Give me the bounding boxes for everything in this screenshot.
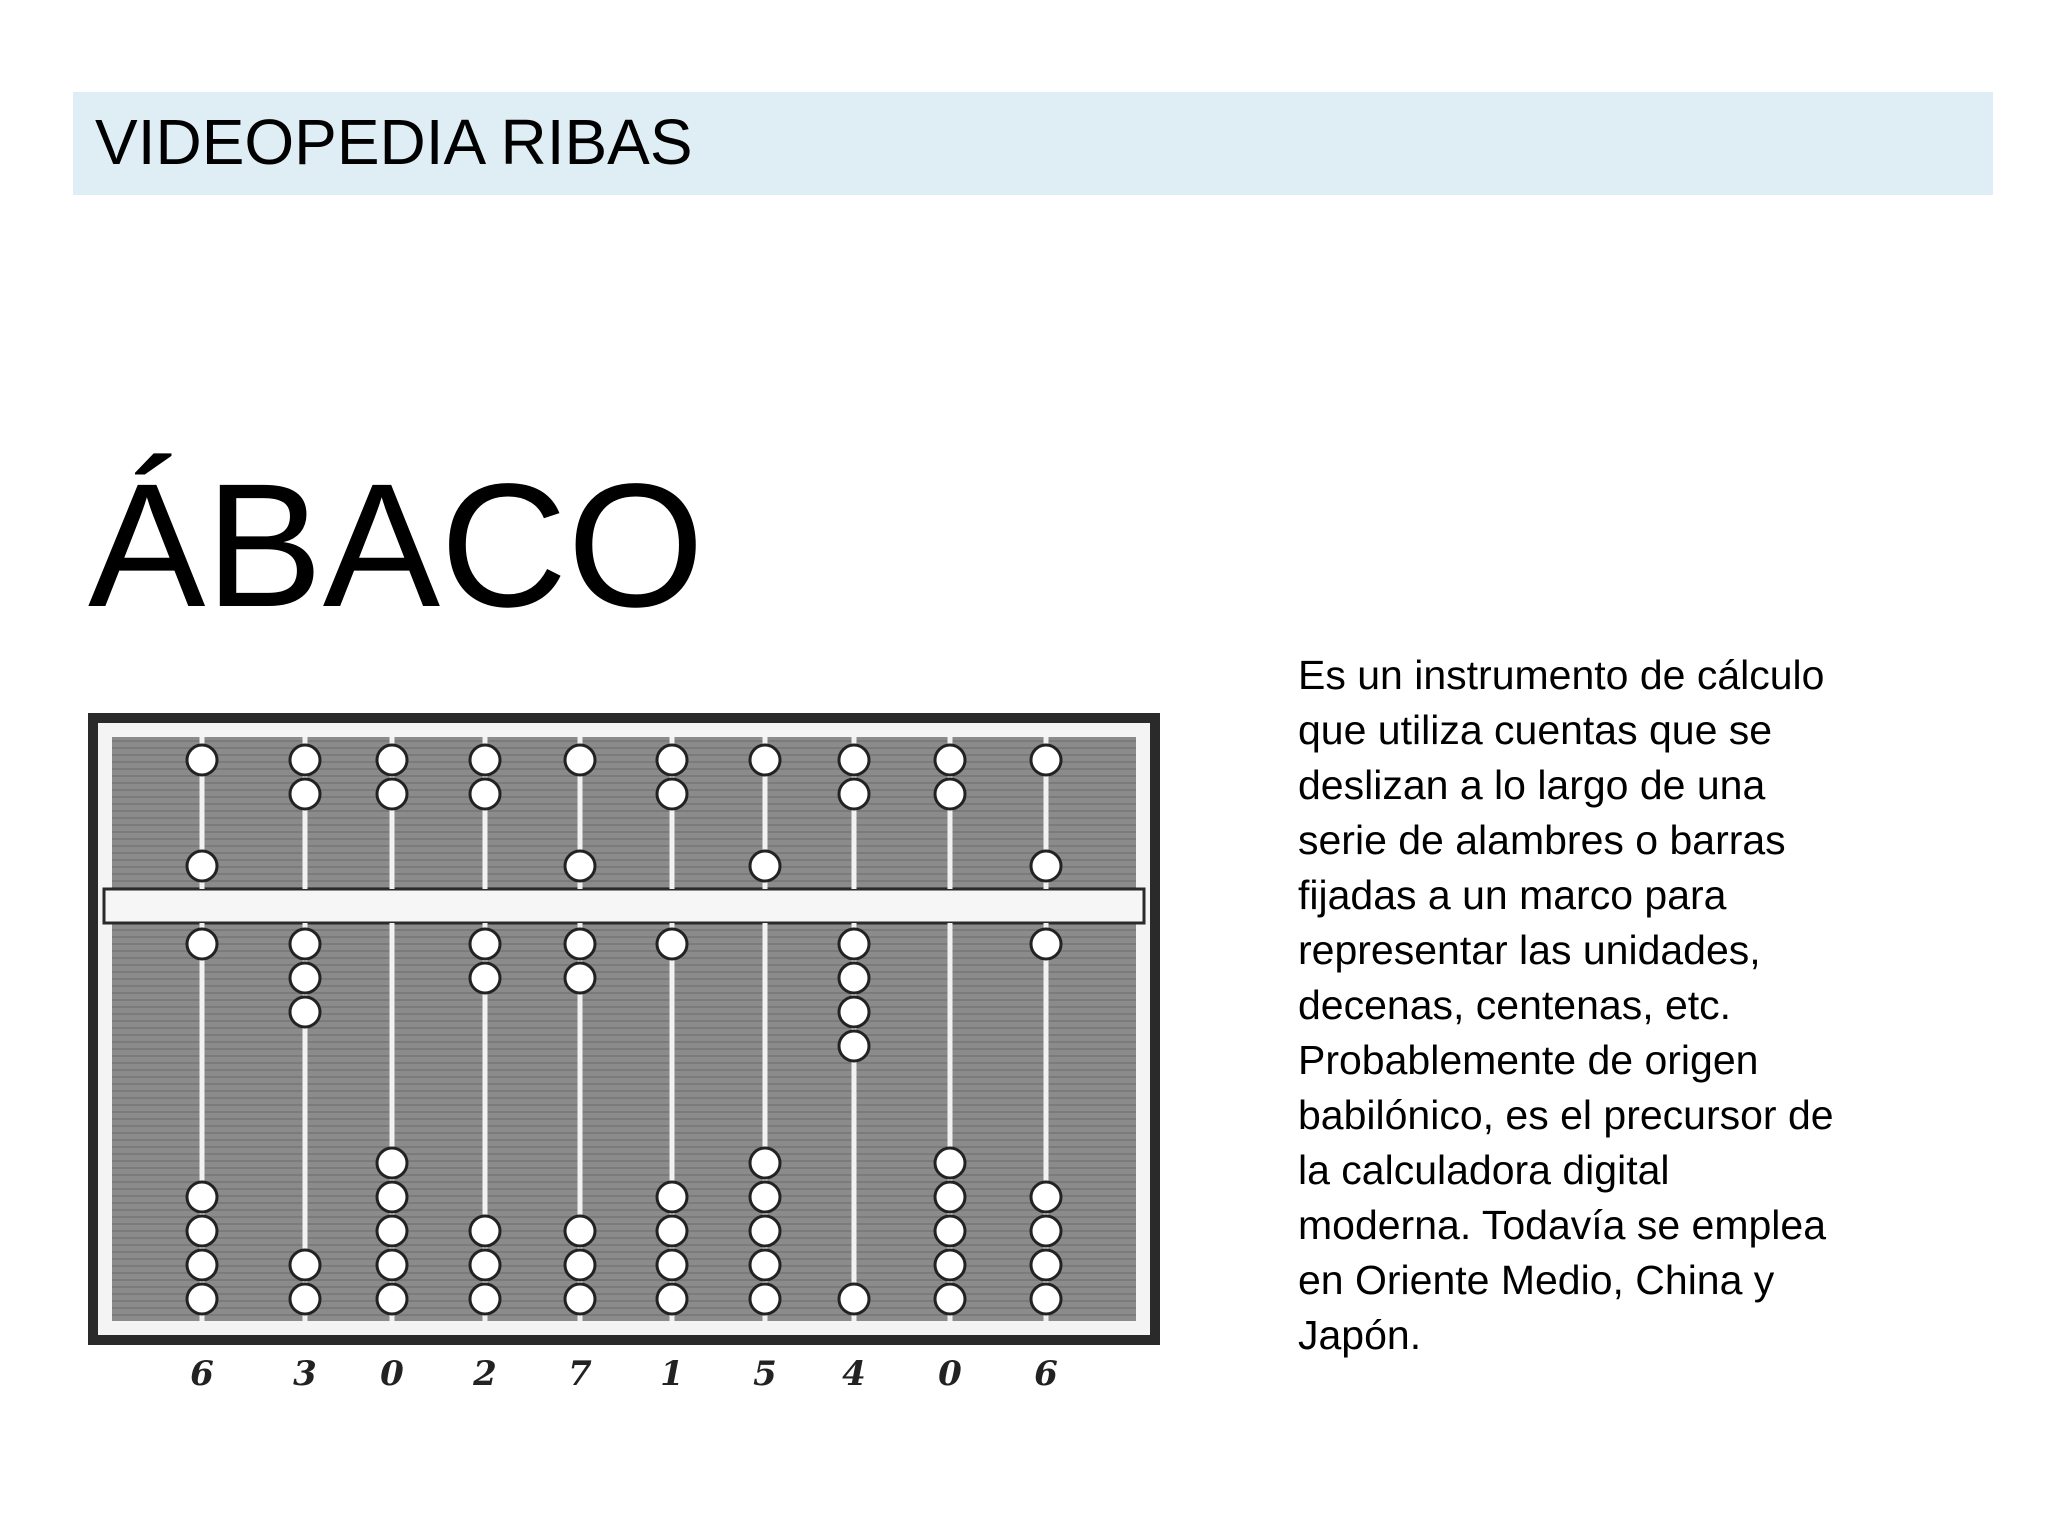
abacus-digit-label: 2 xyxy=(473,1354,497,1394)
abacus-bead xyxy=(470,1216,500,1246)
abacus-bead xyxy=(935,1284,965,1314)
abacus-bead xyxy=(935,1250,965,1280)
abacus-digit-label: 6 xyxy=(1034,1354,1058,1394)
abacus-bead xyxy=(657,1216,687,1246)
abacus-illustration xyxy=(82,705,1182,1405)
abacus-bead xyxy=(839,929,869,959)
abacus-bead xyxy=(187,1284,217,1314)
abacus-bead xyxy=(470,963,500,993)
abacus-bead xyxy=(187,1250,217,1280)
abacus-bead xyxy=(935,745,965,775)
abacus-bead xyxy=(1031,1182,1061,1212)
header-band xyxy=(73,92,1993,195)
abacus-bead xyxy=(187,745,217,775)
abacus-bead xyxy=(565,1250,595,1280)
abacus-bead xyxy=(750,1284,780,1314)
abacus-bead xyxy=(290,779,320,809)
abacus-bead xyxy=(565,1284,595,1314)
abacus-bead xyxy=(839,963,869,993)
abacus-bead xyxy=(657,929,687,959)
abacus-bead xyxy=(290,1284,320,1314)
abacus-bead xyxy=(1031,1284,1061,1314)
abacus-bead xyxy=(657,1250,687,1280)
abacus-svg xyxy=(82,705,1182,1405)
slide-title: ÁBACO xyxy=(88,448,705,644)
abacus-bead xyxy=(1031,1250,1061,1280)
abacus-bead xyxy=(290,963,320,993)
abacus-bead xyxy=(750,1148,780,1178)
abacus-bead xyxy=(187,1182,217,1212)
abacus-bead xyxy=(187,1216,217,1246)
abacus-bead xyxy=(657,779,687,809)
abacus-bead xyxy=(1031,745,1061,775)
abacus-bead xyxy=(935,1216,965,1246)
abacus-digit-label: 6 xyxy=(190,1354,214,1394)
abacus-bead xyxy=(187,929,217,959)
abacus-bead xyxy=(657,1182,687,1212)
abacus-digit-label: 1 xyxy=(660,1354,684,1394)
abacus-bead xyxy=(839,1031,869,1061)
abacus-bead xyxy=(839,1284,869,1314)
abacus-bead xyxy=(1031,851,1061,881)
abacus-digit-label: 3 xyxy=(293,1354,317,1394)
divider-beam xyxy=(104,889,1144,923)
abacus-bead xyxy=(935,779,965,809)
abacus-bead xyxy=(935,1148,965,1178)
abacus-bead xyxy=(839,997,869,1027)
abacus-bead xyxy=(935,1182,965,1212)
abacus-bead xyxy=(750,745,780,775)
abacus-bead xyxy=(290,745,320,775)
abacus-bead xyxy=(750,1182,780,1212)
abacus-bead xyxy=(839,745,869,775)
abacus-digit-label: 4 xyxy=(842,1354,866,1394)
abacus-bead xyxy=(470,745,500,775)
abacus-bead xyxy=(377,1284,407,1314)
abacus-bead xyxy=(290,997,320,1027)
abacus-bead xyxy=(839,779,869,809)
abacus-bead xyxy=(377,1216,407,1246)
abacus-bead xyxy=(470,929,500,959)
abacus-bead xyxy=(657,745,687,775)
abacus-bead xyxy=(377,1250,407,1280)
abacus-digit-label: 5 xyxy=(753,1354,777,1394)
abacus-bead xyxy=(290,929,320,959)
abacus-bead xyxy=(565,929,595,959)
abacus-bead xyxy=(750,1216,780,1246)
abacus-bead xyxy=(377,745,407,775)
abacus-bead xyxy=(565,745,595,775)
abacus-bead xyxy=(565,1216,595,1246)
abacus-bead xyxy=(657,1284,687,1314)
abacus-bead xyxy=(470,779,500,809)
abacus-bead xyxy=(1031,1216,1061,1246)
abacus-digit-label: 0 xyxy=(938,1354,962,1394)
description-text: Es un instrumento de cálculo que utiliza cuentas que se deslizan a lo largo de una serie de alambres o barras fijadas a un marco para representar las unidades, decenas, centenas, etc. Probablemente de origen babilónico, es el precursor de la calculadora digital moderna. Todavía se emplea en Oriente Medio, China y Japón. xyxy=(1298,652,1834,1358)
abacus-bead xyxy=(290,1250,320,1280)
abacus-bead xyxy=(377,1182,407,1212)
abacus-bead xyxy=(750,851,780,881)
abacus-bead xyxy=(565,963,595,993)
abacus-bead xyxy=(377,1148,407,1178)
abacus-digit-label: 7 xyxy=(568,1354,592,1394)
abacus-bead xyxy=(470,1250,500,1280)
abacus-bead xyxy=(750,1250,780,1280)
header-title: VIDEOPEDIA RIBAS xyxy=(95,106,693,178)
abacus-bead xyxy=(377,779,407,809)
abacus-bead xyxy=(1031,929,1061,959)
abacus-bead xyxy=(565,851,595,881)
abacus-bead xyxy=(470,1284,500,1314)
abacus-digit-label: 0 xyxy=(380,1354,404,1394)
abacus-bead xyxy=(187,851,217,881)
